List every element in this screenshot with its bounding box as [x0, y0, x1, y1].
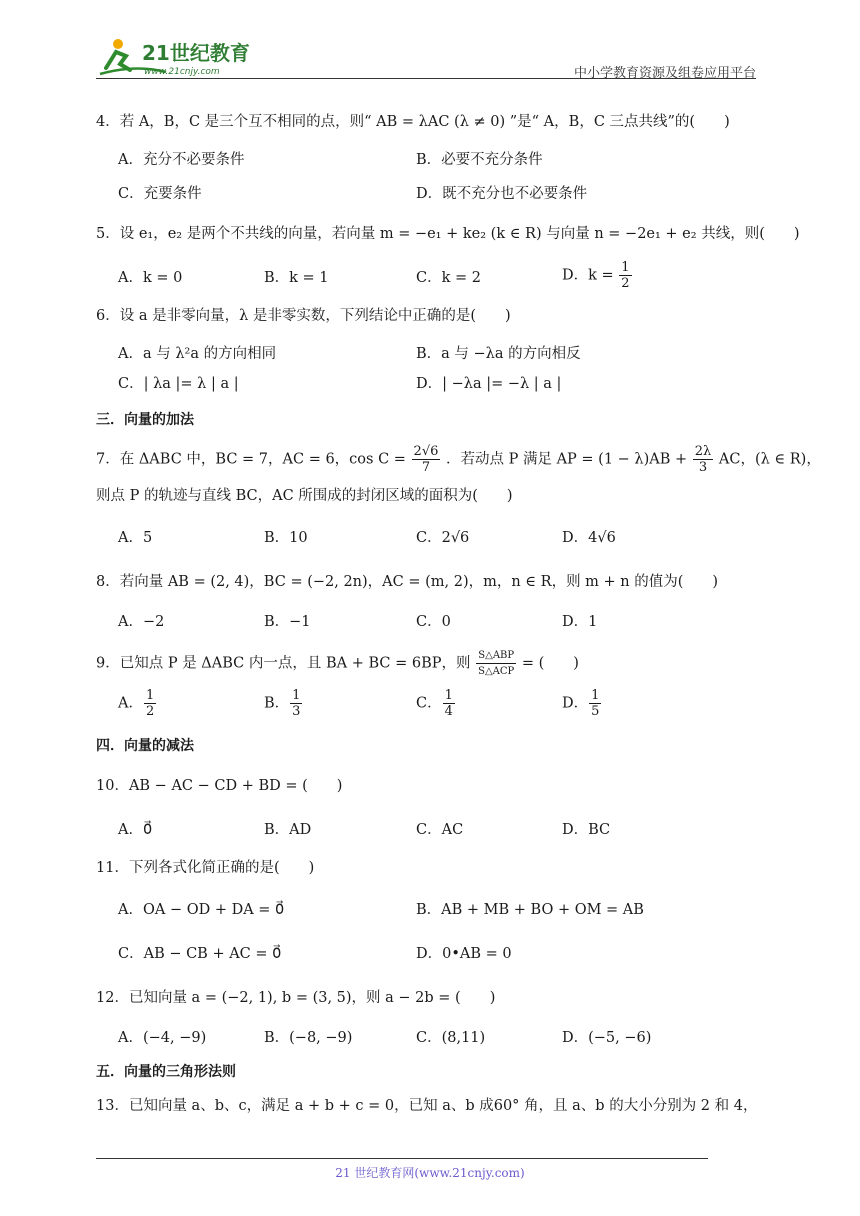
question-4-stem: 4．若 A，B，C 是三个互不相同的点，则“ AB = λAC (λ ≠ 0) ”是“ A，B，C 三点共线”的( ) [96, 114, 730, 130]
question-9-stem [96, 648, 579, 679]
section-title-4: 四．向量的减法 [96, 738, 194, 754]
page-footer[interactable]: 21 世纪教育网(www.21cnjy.com) [335, 1166, 525, 1180]
q12-option-a: A．(−4, −9) [118, 1030, 207, 1046]
q8-option-d: D．1 [562, 614, 598, 630]
denominator: 3 [292, 704, 301, 719]
q5-option-c: C．k = 2 [416, 270, 481, 286]
q10-option-d: D．BC [562, 822, 611, 838]
q7-option-b: B．10 [264, 530, 308, 546]
header-divider [96, 78, 756, 79]
platform-title: 中小学教育资源及组卷应用平台 [573, 66, 756, 81]
q10-option-b: B．AD [264, 822, 312, 838]
fraction [290, 688, 302, 719]
question-6-stem: 6．设 a 是非零向量，λ 是非零实数，下列结论中正确的是( ) [96, 308, 511, 324]
numerator: 1 [591, 688, 600, 703]
q12-option-d: D．(−5, −6) [562, 1030, 652, 1046]
q9-option-d [562, 688, 602, 719]
q5-option-a: A．k = 0 [118, 270, 183, 286]
cos-fraction [412, 444, 441, 475]
q5-option-d-label: D．k = [562, 267, 614, 284]
q4-option-a: A．充分不必要条件 [118, 152, 245, 168]
option-label: D． [562, 695, 589, 712]
q8-option-c: C．0 [416, 614, 451, 630]
fraction [144, 688, 156, 719]
fraction [443, 688, 455, 719]
q7-option-d: D．4√6 [562, 530, 616, 546]
q4-option-b: B．必要不充分条件 [416, 152, 543, 168]
q11-option-d: D．0•AB = 0 [416, 946, 512, 962]
numerator: 1 [621, 260, 630, 275]
q9-stem-part-b: = ( ) [521, 655, 579, 672]
q4-option-c: C．充要条件 [118, 186, 202, 202]
denominator: 2 [145, 704, 155, 719]
denominator: 3 [698, 460, 708, 475]
denominator: 4 [444, 704, 453, 719]
q9-option-b [264, 688, 303, 719]
question-12-stem: 12．已知向量 a = (−2, 1), b = (3, 5)，则 a − 2b = ( ) [96, 990, 496, 1006]
q6-option-c: C．| λa |= λ | a | [118, 376, 239, 392]
q11-option-a: A．OA − OD + DA = 0⃗ [118, 902, 285, 918]
q7-stem-part-c: AC，(λ ∈ R)， [718, 451, 821, 468]
denominator: S△ACP [478, 666, 515, 677]
area-ratio-fraction [476, 648, 516, 679]
q4-option-d: D．既不充分也不必要条件 [416, 186, 588, 202]
q5-option-d [562, 260, 633, 291]
numerator: 1 [145, 688, 155, 703]
q7-stem-part-a: 7．在 ΔABC 中，BC = 7，AC = 6，cos C = [96, 451, 406, 468]
option-label: A． [118, 695, 143, 712]
q10-option-a: A．0⃗ [118, 822, 153, 838]
section-title-3: 三．向量的加法 [96, 412, 194, 428]
q6-option-d: D．| −λa |= −λ | a | [416, 376, 562, 392]
numerator: 1 [292, 688, 301, 703]
fraction [589, 688, 601, 719]
q8-option-b: B．−1 [264, 614, 311, 630]
q11-option-c: C．AB − CB + AC = 0⃗ [118, 946, 282, 962]
numerator: 2λ [694, 444, 712, 459]
q11-option-b: B．AB + MB + BO + OM = AB [416, 902, 644, 918]
q12-option-c: C．(8,11) [416, 1030, 486, 1046]
q7-option-c: C．2√6 [416, 530, 470, 546]
option-label: B． [264, 695, 290, 712]
q9-option-c [416, 688, 456, 719]
page-header [96, 30, 756, 80]
q12-option-b: B．(−8, −9) [264, 1030, 353, 1046]
option-label: C． [416, 695, 442, 712]
section-title-5: 五．向量的三角形法则 [96, 1064, 236, 1080]
q7-stem-part-b: ．若动点 P 满足 AP = (1 − λ)AB + [445, 451, 688, 468]
denominator: 2 [621, 276, 630, 291]
q5-option-b: B．k = 1 [264, 270, 329, 286]
q10-option-c: C．AC [416, 822, 464, 838]
question-7-stem [96, 444, 821, 475]
numerator: 1 [444, 688, 453, 703]
q8-option-a: A．−2 [118, 614, 165, 630]
fraction [619, 260, 631, 291]
question-7-stem-line2: 则点 P 的轨迹与直线 BC，AC 所围成的封闭区域的面积为( ) [96, 488, 513, 504]
q7-option-a: A．5 [118, 530, 153, 546]
lambda-fraction [693, 444, 714, 475]
q9-stem-part-a: 9．已知点 P 是 ΔABC 内一点，且 BA + BC = 6BP，则 [96, 655, 471, 672]
denominator: 7 [421, 460, 431, 475]
q6-option-b: B．a 与 −λa 的方向相反 [416, 346, 581, 362]
question-5-stem: 5．设 e₁，e₂ 是两个不共线的向量，若向量 m = −e₁ + ke₂ (k ∈ R) 与向量 n = −2e₁ + e₂ 共线，则( ) [96, 226, 800, 242]
numerator: 2√6 [413, 444, 439, 459]
q6-option-a: A．a 与 λ²a 的方向相同 [118, 346, 277, 362]
site-logo [96, 34, 266, 78]
numerator: S△ABP [476, 648, 516, 664]
denominator: 5 [591, 704, 600, 719]
svg-text:21世纪教育: 21世纪教育 [142, 41, 250, 65]
question-13-stem: 13．已知向量 a、b、c，满足 a + b + c = 0，已知 a、b 成60° 角，且 a、b 的大小分别为 2 和 4， [96, 1098, 758, 1114]
svg-text:www.21cnjy.com: www.21cnjy.com [144, 67, 220, 77]
question-8-stem: 8．若向量 AB = (2, 4)，BC = (−2, 2n)，AC = (m, 2)，m，n ∈ R，则 m + n 的值为( ) [96, 574, 719, 590]
footer-divider [96, 1158, 708, 1159]
q9-option-a [118, 688, 157, 719]
question-11-stem: 11．下列各式化简正确的是( ) [96, 860, 315, 876]
question-10-stem: 10．AB − AC − CD + BD = ( ) [96, 778, 343, 794]
